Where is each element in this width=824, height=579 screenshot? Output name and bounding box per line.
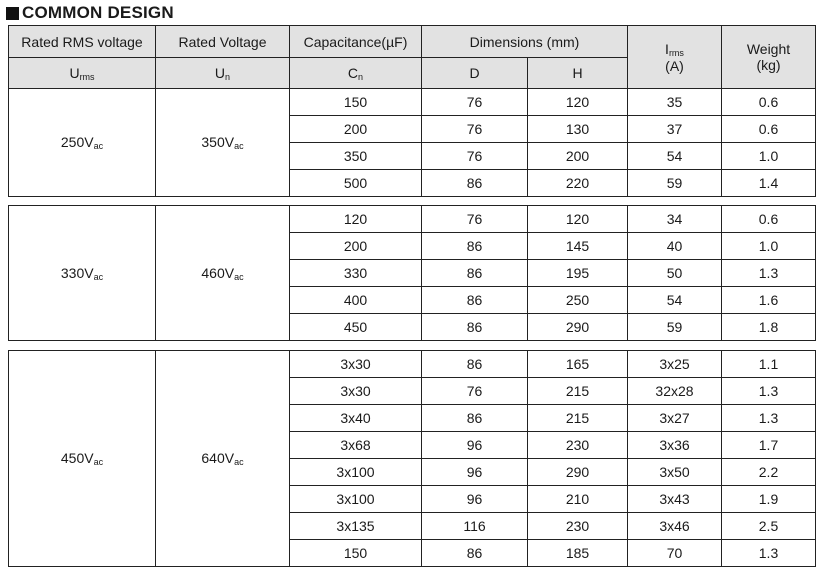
spec-block [8,205,816,341]
diameter-cell: 86 [422,260,528,287]
spec-block [8,350,816,567]
height-cell: 290 [528,314,628,341]
capacitance-cell: 150 [290,89,422,116]
irms-cell: 3x46 [628,513,722,540]
rated-rms-voltage-cell: $250V_{ac}$ [9,89,156,197]
capacitance-cell: 3x100 [290,459,422,486]
irms-cell: 54 [628,287,722,314]
diameter-cell: 86 [422,233,528,260]
capacitance-cell: 450 [290,314,422,341]
diameter-cell: 76 [422,89,528,116]
diameter-cell: 96 [422,486,528,513]
capacitance-cell: 330 [290,260,422,287]
header-weight: Weight (kg) [722,26,816,89]
irms-cell: 35 [628,89,722,116]
capacitance-cell: 3x100 [290,486,422,513]
diameter-cell: 116 [422,513,528,540]
irms-cell: 37 [628,116,722,143]
height-cell: 185 [528,540,628,567]
weight-cell: 1.1 [722,351,816,378]
header-irms: $I_{rms}$ (A) [628,26,722,89]
header-h: H [528,58,628,89]
diameter-cell: 76 [422,116,528,143]
weight-cell: 2.2 [722,459,816,486]
irms-cell: 59 [628,170,722,197]
weight-cell: 0.6 [722,206,816,233]
irms-cell: 3x25 [628,351,722,378]
height-cell: 120 [528,89,628,116]
irms-cell: 32x28 [628,378,722,405]
header-dimensions: Dimensions (mm) [422,26,628,58]
height-cell: 210 [528,486,628,513]
capacitance-cell: 3x40 [290,405,422,432]
header-capacitance: Capacitance(µF) [290,26,422,58]
height-cell: 215 [528,378,628,405]
rated-voltage-cell: $460V_{ac}$ [156,206,290,341]
diameter-cell: 86 [422,287,528,314]
section-title-text: COMMON DESIGN [22,3,174,22]
spec-table-header [8,25,816,89]
weight-cell: 1.4 [722,170,816,197]
table-row [9,206,816,233]
capacitance-cell: 200 [290,116,422,143]
capacitance-cell: 3x135 [290,513,422,540]
height-cell: 120 [528,206,628,233]
height-cell: 290 [528,459,628,486]
irms-cell: 54 [628,143,722,170]
diameter-cell: 76 [422,378,528,405]
height-cell: 195 [528,260,628,287]
rated-rms-voltage-cell: $450V_{ac}$ [9,351,156,567]
header-rated-rms-voltage: Rated RMS voltage [9,26,156,58]
height-cell: 220 [528,170,628,197]
height-cell: 250 [528,287,628,314]
header-cn: $C_n$ [290,58,422,89]
capacitance-cell: 200 [290,233,422,260]
rated-rms-voltage-cell: $330V_{ac}$ [9,206,156,341]
table-row [9,351,816,378]
header-rated-voltage: Rated Voltage [156,26,290,58]
weight-cell: 2.5 [722,513,816,540]
capacitance-cell: 350 [290,143,422,170]
irms-cell: 3x27 [628,405,722,432]
capacitance-cell: 3x30 [290,378,422,405]
capacitance-cell: 120 [290,206,422,233]
diameter-cell: 76 [422,143,528,170]
diameter-cell: 86 [422,170,528,197]
weight-cell: 1.3 [722,378,816,405]
diameter-cell: 86 [422,540,528,567]
rated-voltage-cell: $640V_{ac}$ [156,351,290,567]
height-cell: 130 [528,116,628,143]
weight-cell: 1.8 [722,314,816,341]
capacitance-cell: 400 [290,287,422,314]
irms-cell: 40 [628,233,722,260]
diameter-cell: 86 [422,405,528,432]
height-cell: 215 [528,405,628,432]
title-square-icon [6,7,19,20]
height-cell: 145 [528,233,628,260]
diameter-cell: 86 [422,314,528,341]
height-cell: 200 [528,143,628,170]
weight-cell: 1.9 [722,486,816,513]
rated-voltage-cell: $350V_{ac}$ [156,89,290,197]
weight-cell: 1.0 [722,143,816,170]
weight-cell: 1.3 [722,405,816,432]
weight-cell: 1.3 [722,540,816,567]
height-cell: 230 [528,513,628,540]
diameter-cell: 86 [422,351,528,378]
header-urms: $U_{rms}$ [9,58,156,89]
header-un: $U_n$ [156,58,290,89]
capacitance-cell: 3x30 [290,351,422,378]
capacitance-cell: 150 [290,540,422,567]
diameter-cell: 96 [422,459,528,486]
irms-cell: 3x36 [628,432,722,459]
irms-cell: 3x50 [628,459,722,486]
weight-cell: 0.6 [722,89,816,116]
section-title [6,3,174,23]
height-cell: 230 [528,432,628,459]
irms-cell: 34 [628,206,722,233]
weight-cell: 1.0 [722,233,816,260]
weight-cell: 0.6 [722,116,816,143]
capacitance-cell: 3x68 [290,432,422,459]
weight-cell: 1.7 [722,432,816,459]
capacitance-cell: 500 [290,170,422,197]
weight-cell: 1.3 [722,260,816,287]
weight-cell: 1.6 [722,287,816,314]
spec-block [8,88,816,197]
irms-cell: 70 [628,540,722,567]
irms-cell: 3x43 [628,486,722,513]
irms-cell: 50 [628,260,722,287]
irms-cell: 59 [628,314,722,341]
header-d: D [422,58,528,89]
diameter-cell: 76 [422,206,528,233]
table-row [9,89,816,116]
diameter-cell: 96 [422,432,528,459]
height-cell: 165 [528,351,628,378]
